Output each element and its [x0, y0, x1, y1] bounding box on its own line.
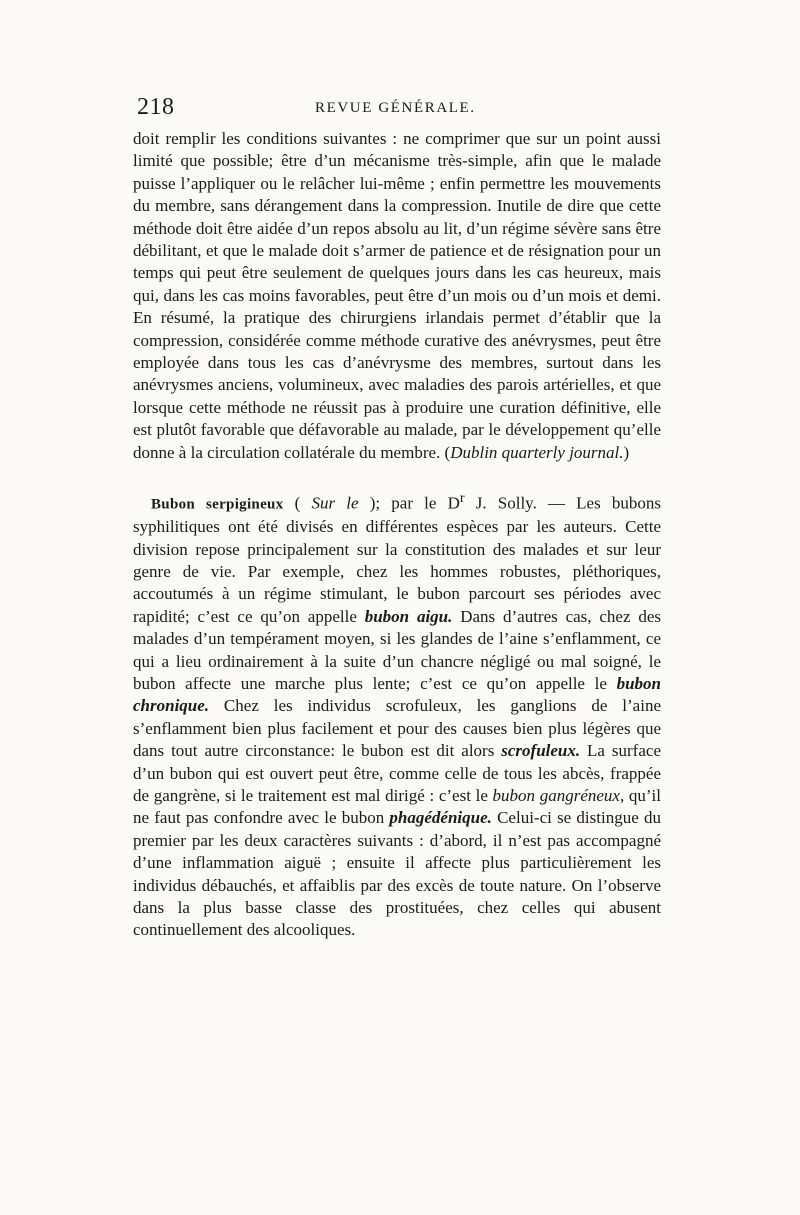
superscript: r — [459, 490, 465, 507]
text-segment: J. Solly. — Les bubons syphilitiques ont été divisés en différentes espèces par les auteurs. Cette division repose principalement sur la constitution des malades et sur leur genre de vie. Par exemple, chez les hommes robustes, pléthoriques, accoutumés à un régime stimulant, le bubon parcourt ses périodes avec rapidité; c’est ce qu’on appelle — [133, 493, 661, 626]
paragraph-bubon — [133, 487, 661, 942]
section-heading: Bubon serpigineux — [151, 496, 284, 513]
page — [133, 94, 661, 942]
running-head — [133, 94, 661, 128]
text-segment: , qu’il ne faut pas confondre avec le bubon — [133, 786, 661, 828]
source-citation: Dublin quarterly journal. — [450, 442, 624, 462]
paragraph-text: doit remplir les conditions suivantes : ne comprimer que sur un point aussi limité que possible; être d’un mécanisme très-simple, afin que le malade puisse l’appliquer ou le relâcher lui-même ; enfin permettre les mouvements du membre, sans dérangement dans la compression. Inutile de dire que cette méthode doit être aidée d’un repos absolu au lit, d’un régime sévère sans être débilitant, et que le malade doit s’armer de patience et de résignation pour un temps qui peut être seulement de quelques jours dans les cas heureux, mais qui, dans les cas moins favorables, peut être d’un mois ou d’un mois et demi. En résumé, la pratique des chirurgiens irlandais permet d’établir que la compression, considérée comme méthode curative des anévrysmes, peut être employée dans tous les cas d’anévrysme des membres, surtout dans les anévrysmes anciens, volumineux, avec maladies des parois artérielles, et que lorsque cette méthode ne réussit pas à produire une curation définitive, elle est plutôt favorable que défavorable au malade, par le développement qu’elle donne à la circulation collatérale du membre. ( — [133, 129, 661, 462]
text-segment: Dans d’autres cas, chez des malades d’un tempérament moyen, si les glandes de l’aine s’enflamment, ce qui a lieu ordinairement à la suite d’un chancre négligé ou mal soigné, le bubon affecte une marche plus lente; c’est ce qu’on appelle le — [133, 606, 661, 693]
page-number: 218 — [137, 94, 175, 120]
text-segment: ( — [283, 493, 312, 513]
paragraph-compression — [133, 128, 661, 464]
term-phagedenique: phagédénique. — [389, 808, 492, 828]
text-segment: Celui-ci se distingue du premier par les deux caractères suivants : d’abord, il n’est pas accompagné d’une inflammation aiguë ; ensuite il affecte plus particulièrement les individus débauchés, et affaiblis par des excès de toute nature. On l’observe dans la plus basse classe des prostituées, chez celles qui abusent continuellement des alcooliques. — [133, 808, 661, 940]
text-segment: La surface d’un bubon qui est ouvert peut être, comme celle de tous les abcès, frappée de gangrène, si le traitement est mal dirigé : c’est le — [133, 741, 661, 806]
term-bubon-aigu: bubon aigu. — [364, 606, 453, 626]
paragraph-close: ) — [623, 442, 630, 462]
term-bubon-chronique: bubon chronique. — [133, 674, 661, 716]
running-title: REVUE GÉNÉRALE. — [315, 100, 476, 116]
term-bubon-gangreneux: bubon gangréneux — [492, 786, 620, 806]
text-segment: ); par le D — [358, 493, 460, 513]
term-scrofuleux: scrofuleux. — [501, 741, 581, 761]
italic-term: Sur le — [311, 493, 359, 513]
text-segment: Chez les individus scrofuleux, les ganglions de l’aine s’enflamment bien plus facilement et pour des causes bien plus légères que dans tout autre circonstance: le bubon est dit alors — [133, 696, 661, 761]
